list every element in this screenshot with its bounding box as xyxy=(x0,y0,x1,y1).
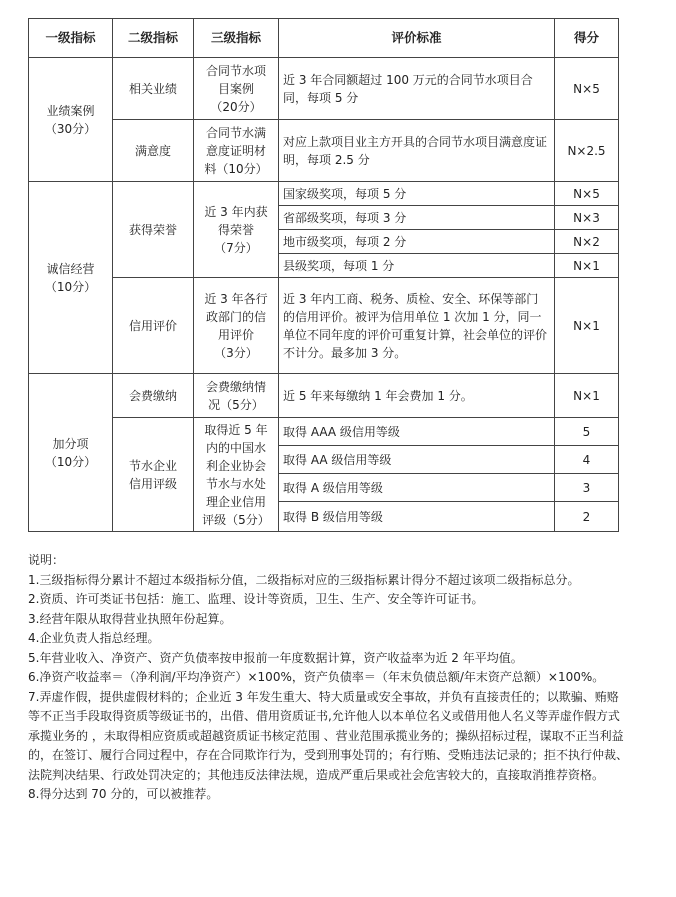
criteria-cell: 近 3 年合同额超过 100 万元的合同节水项目合同，每项 5 分 xyxy=(279,58,555,120)
table-row xyxy=(29,58,619,120)
table-row xyxy=(29,120,619,182)
criteria-cell: 地市级奖项，每项 2 分 xyxy=(279,230,555,254)
table-header-row xyxy=(29,19,619,58)
level2-membership-fee: 会费缴纳 xyxy=(113,374,194,418)
criteria-cell: 对应上款项目业主方开具的合同节水项目满意度证明，每项 2.5 分 xyxy=(279,120,555,182)
table-row xyxy=(29,374,619,418)
criteria-cell: 县级奖项，每项 1 分 xyxy=(279,254,555,278)
level1-bonus: 加分项 （10分） xyxy=(29,374,113,532)
header-level2: 二级指标 xyxy=(113,19,194,58)
criteria-cell: 省部级奖项，每项 3 分 xyxy=(279,206,555,230)
criteria-cell: 国家级奖项，每项 5 分 xyxy=(279,182,555,206)
score-cell: N×1 xyxy=(555,254,619,278)
note-item-7: 7.弄虚作假，提供虚假材料的；企业近 3 年发生重大、特大质量或安全事故，并负有直接责任的；以欺骗、贿赂等不正当手段取得资质等级证书的，出借、借用资质证书,允许他人以本单位名义或借用他人名义等弄虚作假方式承揽业务的 ，未取得相应资质或超越资质证书核定范围 、营业范围承揽业务的；操纵招标过程，谋取不正当利益的，在签订、履行合同过程中，存在合同欺诈行为，受到刑事处罚的；有行贿、受贿违法记录的；拒不执行仲裁、法院判决结果、行政处罚决定的；其他违反法律法规，造成严重后果或社会危害较大的，直接取消推荐资格。 xyxy=(28,689,629,782)
score-cell: N×5 xyxy=(555,182,619,206)
notes-section xyxy=(28,551,628,805)
score-cell: 2 xyxy=(555,502,619,532)
level3-honors: 近 3 年内获 得荣誉 （7分） xyxy=(194,182,279,278)
score-cell: 3 xyxy=(555,474,619,502)
level3-satisfaction-proof: 合同节水满 意度证明材 料（10分） xyxy=(194,120,279,182)
table-row xyxy=(29,418,619,446)
table-row xyxy=(29,278,619,374)
level3-membership-fee: 会费缴纳情 况（5分） xyxy=(194,374,279,418)
score-cell: N×2.5 xyxy=(555,120,619,182)
level1-integrity: 诚信经营 （10分） xyxy=(29,182,113,374)
level2-satisfaction: 满意度 xyxy=(113,120,194,182)
note-item-8: 8.得分达到 70 分的，可以被推荐。 xyxy=(28,787,219,801)
header-criteria: 评价标准 xyxy=(279,19,555,58)
criteria-cell: 近 5 年来每缴纳 1 年会费加 1 分。 xyxy=(279,374,555,418)
score-cell: N×3 xyxy=(555,206,619,230)
notes-title: 说明： xyxy=(28,553,65,567)
note-item-5: 5.年营业收入、净资产、资产负债率按申报前一年度数据计算，资产收益率为近 2 年平均值。 xyxy=(28,650,523,665)
score-cell: N×1 xyxy=(555,278,619,374)
note-item-1: 1.三级指标得分累计不超过本级指标分值，二级指标对应的三级指标累计得分不超过该项二级指标总分。 xyxy=(28,572,580,587)
note-item-4: 4.企业负责人指总经理。 xyxy=(28,631,160,645)
criteria-cell: 取得 B 级信用等级 xyxy=(279,502,555,532)
level3-contract-cases: 合同节水项 目案例 （20分） xyxy=(194,58,279,120)
score-cell: 4 xyxy=(555,446,619,474)
score-cell: N×2 xyxy=(555,230,619,254)
criteria-cell: 取得 AA 级信用等级 xyxy=(279,446,555,474)
table-row xyxy=(29,182,619,206)
header-level1: 一级指标 xyxy=(29,19,113,58)
level2-credit-evaluation: 信用评价 xyxy=(113,278,194,374)
level2-credit-rating: 节水企业 信用评级 xyxy=(113,418,194,532)
header-level3: 三级指标 xyxy=(194,19,279,58)
level3-credit-rating: 取得近 5 年 内的中国水 利企业协会 节水与水处 理企业信用 评级（5分） xyxy=(194,418,279,532)
criteria-cell: 取得 A 级信用等级 xyxy=(279,474,555,502)
criteria-cell: 取得 AAA 级信用等级 xyxy=(279,418,555,446)
level3-credit-evaluation: 近 3 年各行 政部门的信 用评价 （3分） xyxy=(194,278,279,374)
note-item-3: 3.经营年限从取得营业执照年份起算。 xyxy=(28,611,232,626)
score-cell: N×1 xyxy=(555,374,619,418)
header-score: 得分 xyxy=(555,19,619,58)
note-item-2: 2.资质、许可类证书包括：施工、监理、设计等资质，卫生、生产、安全等许可证书。 xyxy=(28,592,484,606)
score-cell: 5 xyxy=(555,418,619,446)
criteria-cell: 近 3 年内工商、税务、质检、安全、环保等部门的信用评价。被评为信用单位 1 次加 1 分，同一单位不同年度的评价可重复计算，社会单位的评价不计分。最多加 3 分。 xyxy=(279,278,555,374)
note-item-6: 6.净资产收益率＝（净利润/平均净资产）×100%，资产负债率＝（年末负债总额/年末资产总额）×100%。 xyxy=(28,670,605,684)
level1-performance: 业绩案例 （30分） xyxy=(29,58,113,182)
scoring-table xyxy=(28,18,619,532)
score-cell: N×5 xyxy=(555,58,619,120)
level2-related-performance: 相关业绩 xyxy=(113,58,194,120)
level2-honors: 获得荣誉 xyxy=(113,182,194,278)
